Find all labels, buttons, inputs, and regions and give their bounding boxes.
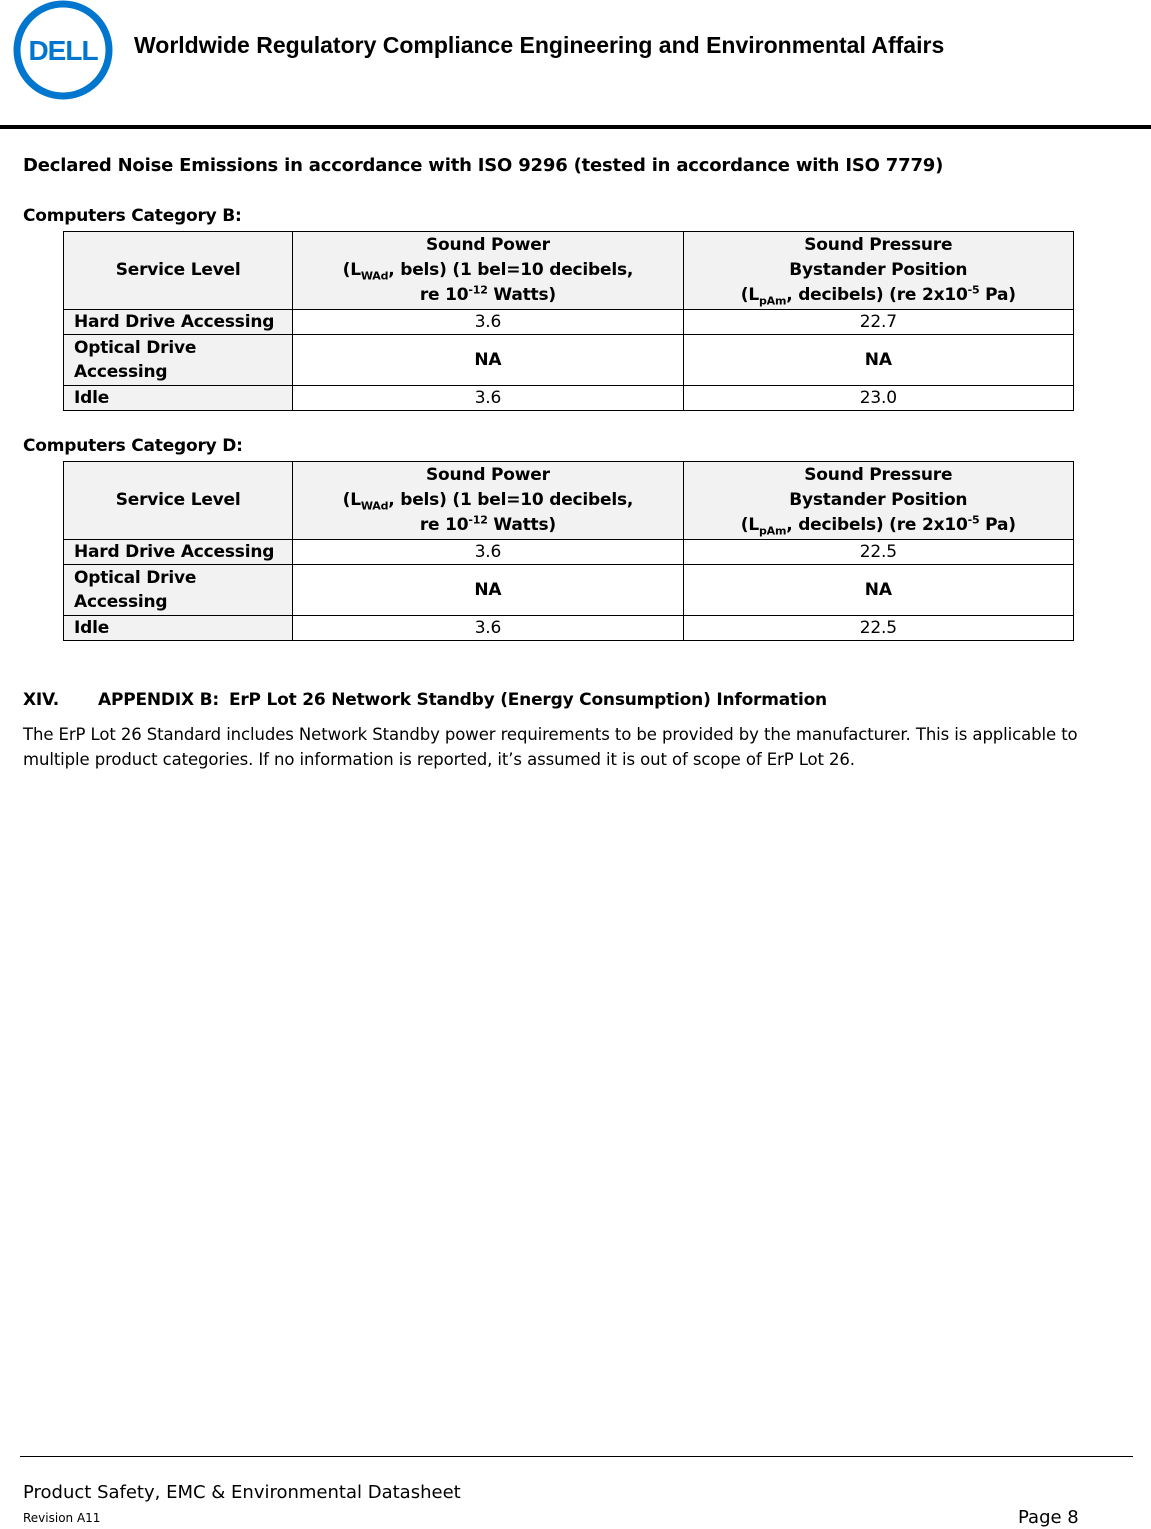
- sound-pressure-value: 22.7: [683, 310, 1073, 335]
- header-sound-power-text: re 10: [419, 515, 469, 535]
- table-header-row: [64, 232, 1074, 310]
- header-sound-pressure-line1: Sound Pressure: [804, 235, 953, 255]
- header-sound-pressure-text: (L: [740, 515, 759, 535]
- header-sound-pressure-sub: pAm: [758, 294, 787, 308]
- footer-revision: Revision A11: [23, 1511, 101, 1525]
- footer-divider: [20, 1456, 1133, 1457]
- sound-power-value: NA: [293, 565, 683, 616]
- header-sound-pressure-sup: -5: [967, 513, 980, 527]
- header-sound-power-text: (L: [342, 490, 361, 510]
- appendix-title: ErP Lot 26 Network Standby (Energy Consumption) Information: [228, 690, 827, 710]
- row-label: Idle: [64, 386, 293, 411]
- appendix-label: APPENDIX B:: [98, 690, 219, 710]
- header-sound-pressure-line2: Bystander Position: [789, 260, 968, 280]
- header-sound-power-text: (L: [342, 260, 361, 280]
- footer-title: Product Safety, EMC & Environmental Datasheet: [23, 1482, 461, 1503]
- header-title: Worldwide Regulatory Compliance Engineering and Environmental Affairs: [134, 32, 945, 58]
- row-label: Optical Drive Accessing: [64, 565, 293, 616]
- table-row: [64, 540, 1074, 565]
- header-sound-power-line1: Sound Power: [426, 235, 550, 255]
- header-sound-power-text: re 10: [419, 285, 469, 305]
- header-sound-power-sup: -12: [468, 513, 488, 527]
- header-sound-pressure-line1: Sound Pressure: [804, 465, 953, 485]
- header-service-level: Service Level: [64, 462, 293, 540]
- sound-pressure-value: 22.5: [683, 540, 1073, 565]
- header-sound-power: [293, 462, 683, 540]
- appendix-heading: [23, 690, 827, 710]
- header-sound-pressure-text: Pa): [979, 285, 1016, 305]
- header-sound-power-text: , bels) (1 bel=10 decibels,: [388, 490, 634, 510]
- header-sound-power: [293, 232, 683, 310]
- appendix-number: XIV.: [23, 690, 60, 710]
- sound-power-value: NA: [293, 335, 683, 386]
- header-sound-power-text: Watts): [487, 285, 556, 305]
- category-b-table: [63, 231, 1074, 411]
- header-sound-power-line1: Sound Power: [426, 465, 550, 485]
- header-sound-pressure: [683, 462, 1073, 540]
- dell-logo: [12, 0, 116, 100]
- sound-pressure-value: NA: [683, 335, 1073, 386]
- row-label: Hard Drive Accessing: [64, 540, 293, 565]
- header-sound-power-sub: WAd: [360, 499, 389, 513]
- sound-pressure-value: NA: [683, 565, 1073, 616]
- header-divider: [0, 125, 1151, 129]
- header-sound-pressure-text: Pa): [979, 515, 1016, 535]
- table-header-row: [64, 462, 1074, 540]
- page-header: [0, 0, 1151, 130]
- header-sound-power-text: Watts): [487, 515, 556, 535]
- table-row: [64, 310, 1074, 335]
- category-d-label: Computers Category D:: [23, 436, 243, 456]
- sound-pressure-value: 22.5: [683, 616, 1073, 641]
- table-row: [64, 335, 1074, 386]
- header-sound-pressure-sub: pAm: [758, 524, 787, 538]
- header-sound-power-sub: WAd: [360, 269, 389, 283]
- sound-pressure-value: 23.0: [683, 386, 1073, 411]
- table-row: [64, 616, 1074, 641]
- header-sound-power-text: , bels) (1 bel=10 decibels,: [388, 260, 634, 280]
- row-label: Idle: [64, 616, 293, 641]
- logo-text: DELL: [28, 35, 98, 66]
- category-d-table: [63, 461, 1074, 641]
- header-service-level: Service Level: [64, 232, 293, 310]
- sound-power-value: 3.6: [293, 540, 683, 565]
- row-label: Optical Drive Accessing: [64, 335, 293, 386]
- header-sound-power-sup: -12: [468, 283, 488, 297]
- header-sound-pressure-text: (L: [740, 285, 759, 305]
- header-sound-pressure-text: , decibels) (re 2x10: [786, 285, 968, 305]
- sound-power-value: 3.6: [293, 310, 683, 335]
- header-sound-pressure-line2: Bystander Position: [789, 490, 968, 510]
- sound-power-value: 3.6: [293, 386, 683, 411]
- header-sound-pressure: [683, 232, 1073, 310]
- header-sound-pressure-sup: -5: [967, 283, 980, 297]
- table-row: [64, 386, 1074, 411]
- appendix-body: The ErP Lot 26 Standard includes Network Standby power requirements to be provided by the manufacturer. This is applicable to multiple product categories. If no information is reported, it’s assumed it is out of scope of ErP Lot 26.: [23, 725, 1078, 769]
- sound-power-value: 3.6: [293, 616, 683, 641]
- page-number: Page 8: [1018, 1507, 1079, 1528]
- table-row: [64, 565, 1074, 616]
- row-label: Hard Drive Accessing: [64, 310, 293, 335]
- noise-emissions-heading: Declared Noise Emissions in accordance with ISO 9296 (tested in accordance with ISO 7779): [23, 155, 944, 176]
- category-b-label: Computers Category B:: [23, 206, 242, 226]
- header-sound-pressure-text: , decibels) (re 2x10: [786, 515, 968, 535]
